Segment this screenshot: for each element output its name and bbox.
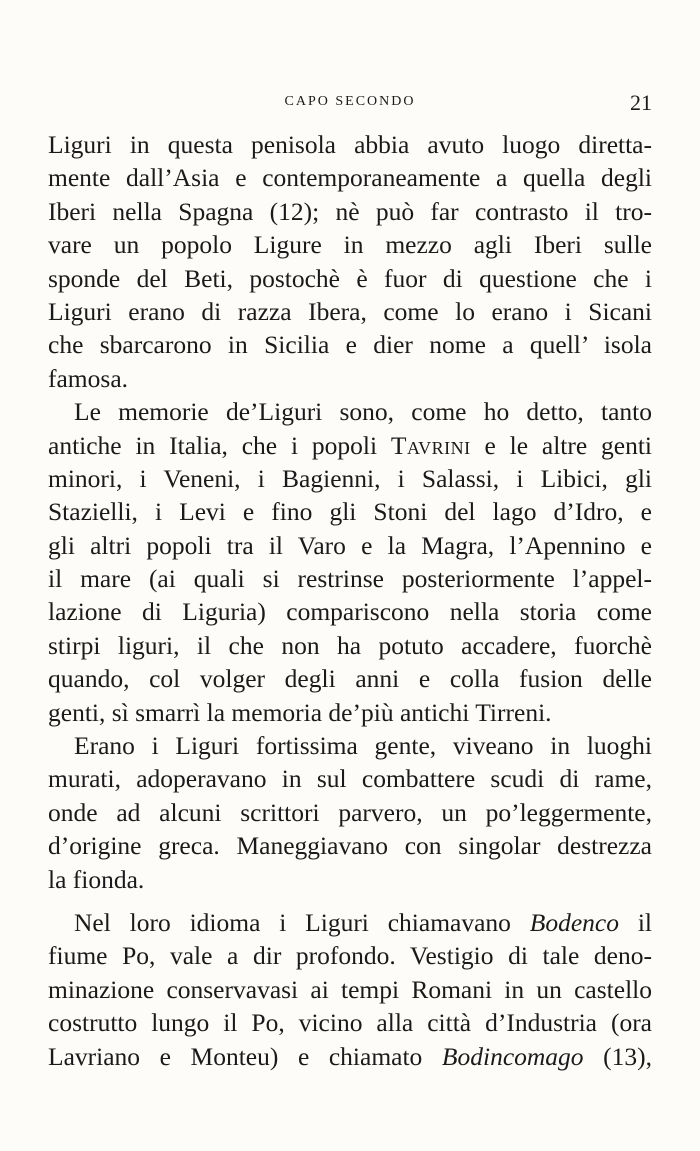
paragraph-2 xyxy=(48,395,652,729)
text-line: Stazielli, i Levi e fino gli Stoni del lago d’Idro, e xyxy=(48,497,652,527)
text-line: fiume Po, vale a dir profondo. Vestigio di tale deno- xyxy=(48,941,652,971)
text-line: minori, i Veneni, i Bagienni, i Salassi, i Libici, gli xyxy=(48,463,652,493)
text-line: Le memorie de’Liguri sono, come ho detto, tanto xyxy=(74,397,652,427)
text-line: Erano i Liguri fortissima gente, viveano in luoghi xyxy=(74,731,652,761)
text-run: antiche in Italia, che i popoli xyxy=(48,430,391,460)
italic-word: Bodincomago xyxy=(441,1041,584,1071)
paragraph-1 xyxy=(48,128,652,395)
text-line-mixed xyxy=(48,1040,652,1073)
text-line: quando, col volger degli anni e colla fusion delle xyxy=(48,664,652,694)
text-line: costrutto lungo il Po, vicino alla città d’Industria (ora xyxy=(48,1008,652,1038)
text-line: murati, adoperavano in sul combattere scudi di rame, xyxy=(48,764,652,794)
paragraph-gap xyxy=(48,896,652,906)
text-line: minazione conservavasi ai tempi Romani in un castello xyxy=(48,974,652,1004)
text-line: Iberi nella Spagna (12); nè può far contrasto il tro- xyxy=(48,196,652,226)
text-line: Liguri in questa penisola abbia avuto luogo diretta- xyxy=(48,130,652,159)
text-line-mixed xyxy=(48,906,652,939)
text-line: gli altri popoli tra il Varo e la Magra, l’Apennino e xyxy=(48,530,652,560)
text-line-mixed xyxy=(48,429,652,462)
text-line: onde ad alcuni scrittori parvero, un po’leggermente, xyxy=(48,797,652,827)
text-line: lazione di Liguria) compariscono nella storia come xyxy=(48,597,652,627)
text-line: che sbarcarono in Sicilia e dier nome a quell’ isola xyxy=(48,330,652,360)
text-line: il mare (ai quali si restrinse posteriormente l’appel- xyxy=(48,564,652,594)
text-line: mente dall’Asia e contemporaneamente a quella degli xyxy=(48,163,652,193)
text-line: Liguri erano di razza Ibera, come lo erano i Sicani xyxy=(48,296,652,326)
italic-word: Bodenco xyxy=(529,907,619,937)
text-run: e le altre genti xyxy=(470,430,652,460)
text-line: genti, sì smarrì la memoria de’più antichi Tirreni. xyxy=(48,697,552,727)
text-line: la fionda. xyxy=(48,864,145,894)
running-head xyxy=(48,92,652,116)
smallcaps-word: Tavrini xyxy=(390,430,471,460)
text-run: Lavriano e Monteu) e chiamato xyxy=(48,1041,442,1071)
page-number: 21 xyxy=(630,90,652,115)
text-line: vare un popolo Ligure in mezzo agli Iberi sulle xyxy=(48,230,652,260)
paragraph-4 xyxy=(48,906,652,1073)
text-run: Nel loro idioma i Liguri chiamavano xyxy=(74,907,530,937)
text-line: d’origine greca. Maneggiavano con singolar destrezza xyxy=(48,831,652,861)
text-line: stirpi liguri, il che non ha potuto accadere, fuorchè xyxy=(48,630,652,660)
text-run: il xyxy=(619,907,652,937)
running-title: CAPO SECONDO xyxy=(284,94,416,109)
paragraph-3 xyxy=(48,729,652,896)
text-line: sponde del Beti, postochè è fuor di questione che i xyxy=(48,263,652,293)
text-run: (13), xyxy=(583,1041,652,1071)
text-line: famosa. xyxy=(48,363,129,393)
body-text xyxy=(48,128,652,1073)
